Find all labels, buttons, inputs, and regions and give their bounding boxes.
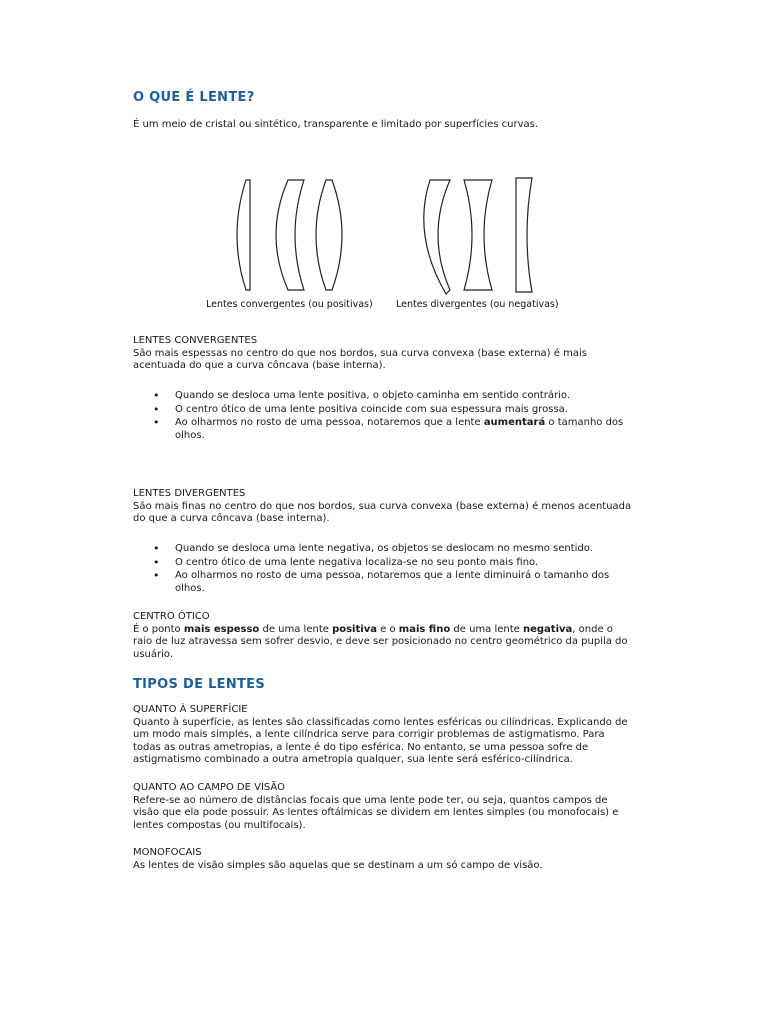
bullet-text: o tamanho dos olhos. <box>175 417 624 441</box>
text-run: de uma lente <box>450 623 523 635</box>
bold-run: mais fino <box>398 623 451 635</box>
divergent-bullet-list <box>133 543 633 596</box>
list-item: • Quando se desloca uma lente positiva, o objeto caminha em sentido contrário. <box>133 390 633 403</box>
text-run: de uma lente <box>259 623 333 635</box>
surface-text: Quanto à superfície, as lentes são classificadas como lentes esféricas ou cilíndricas. Explicando de um modo mais simples, a lente cilíndrica serve para corrigir problemas de astigmatismo. Para todas as outras ametropias, a lente é do tipo esférica. No entanto, se uma pessoa sofre de astigmatismo combinado a outra ametropia qualquer, sua lente será esférico-cilíndrica. <box>133 716 628 765</box>
list-item: • Quando se desloca uma lente negativa, os objetos se deslocam no mesmo sentido. <box>133 543 633 556</box>
optical-center-section <box>133 611 633 661</box>
lens-plano-concave <box>516 178 532 292</box>
lens-plano-convex <box>237 180 250 290</box>
monofocal-label: MONOFOCAIS <box>133 847 202 858</box>
list-item: • O centro ótico de uma lente negativa localiza-se no seu ponto mais fino. <box>133 557 633 570</box>
field-section <box>133 782 633 832</box>
bullet-bold-text: aumentará <box>483 417 546 428</box>
list-item <box>133 417 633 442</box>
lens-diagram <box>200 172 580 297</box>
lens-biconcave <box>464 180 492 290</box>
text-run: , onde o raio de luz atravessa sem sofrer desvio, e deve ser posicionado no centro geométrico da pupila do usuário. <box>133 623 628 660</box>
bullet-text: Ao olharmos no rosto de uma pessoa, notaremos que a lente <box>175 417 484 428</box>
convergent-label: LENTES CONVERGENTES <box>133 335 258 346</box>
bold-run: positiva <box>332 623 377 635</box>
convergent-text: São mais espessas no centro do que nos bordos, sua curva convexa (base externa) é mais acentuada do que a curva côncava (base interna). <box>133 347 587 371</box>
list-item: • Ao olharmos no rosto de uma pessoa, notaremos que a lente diminuirá o tamanho dos olhos. <box>133 570 633 595</box>
bold-run: negativa <box>522 623 573 635</box>
surface-label: QUANTO À SUPERFÍCIE <box>133 704 248 715</box>
monofocal-section <box>133 847 633 872</box>
text-run: É o ponto <box>133 623 184 635</box>
caption-divergent: Lentes divergentes (ou negativas) <box>396 299 559 310</box>
divergent-section <box>133 488 633 526</box>
section-title-lens-types: TIPOS DE LENTES <box>133 677 266 692</box>
field-label: QUANTO AO CAMPO DE VISÃO <box>133 782 285 793</box>
monofocal-text: As lentes de visão simples são aquelas que se destinam a um só campo de visão. <box>133 859 543 871</box>
caption-convergent: Lentes convergentes (ou positivas) <box>206 299 373 310</box>
divergent-text: São mais finas no centro do que nos bordos, sua curva convexa (base externa) é menos acentuada do que a curva côncava (base interna). <box>133 500 632 524</box>
surface-section <box>133 704 633 767</box>
optical-center-label: CENTRO ÓTICO <box>133 611 210 622</box>
intro-paragraph: É um meio de cristal ou sintético, transparente e limitado por superfícies curvas. <box>133 119 539 130</box>
divergent-label: LENTES DIVERGENTES <box>133 488 246 499</box>
list-item: • O centro ótico de uma lente positiva coincide com sua espessura mais grossa. <box>133 404 633 417</box>
convergent-bullet-list <box>133 390 633 443</box>
lens-divergent-meniscus <box>424 180 450 294</box>
field-text: Refere-se ao número de distâncias focais que uma lente pode ter, ou seja, quantos campos de visão que ela pode possuir. As lentes oftálmicas se dividem em lentes simples (ou monofocais) e lentes compostas (ou multifocais). <box>133 794 619 831</box>
section-title-what-is-lens: O QUE É LENTE? <box>133 90 255 105</box>
convergent-section <box>133 335 633 373</box>
lens-biconvex <box>316 180 342 290</box>
lens-types-figure <box>200 172 580 317</box>
text-run: e o <box>376 623 399 635</box>
bold-run: mais espesso <box>183 623 260 635</box>
lens-convergent-meniscus <box>276 180 304 290</box>
